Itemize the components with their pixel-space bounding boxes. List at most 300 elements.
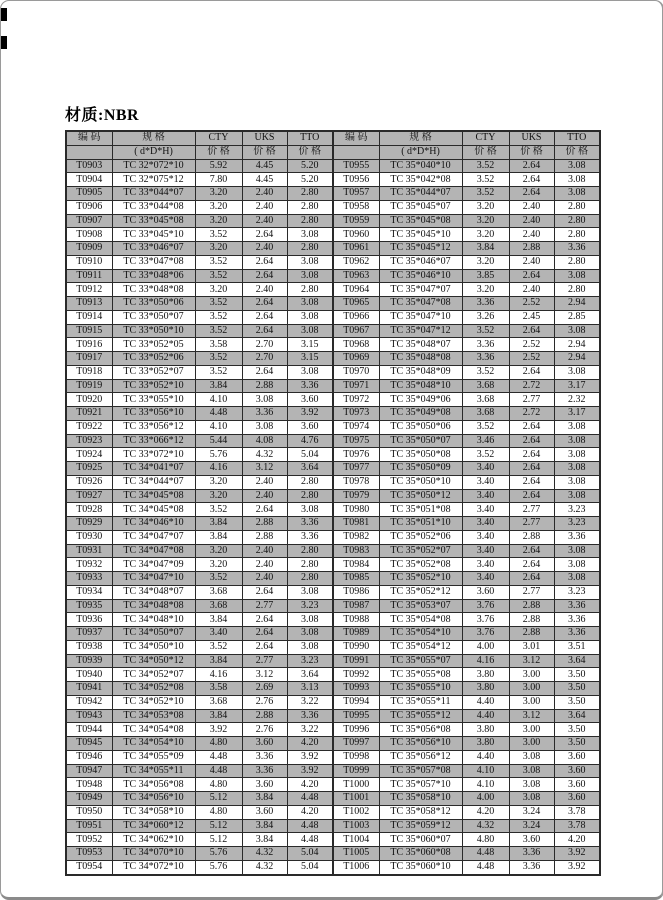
code-cell: T0935: [66, 599, 112, 613]
spec-cell: TC 35*047*12: [379, 324, 462, 338]
code-cell: T0904: [66, 173, 112, 187]
tto-price-cell: 2.80: [287, 214, 333, 228]
spec-cell: TC 33*044*07: [112, 187, 195, 201]
code-cell: T0989: [333, 627, 379, 641]
code-cell: T0916: [66, 338, 112, 352]
cty-price-cell: 4.80: [195, 737, 242, 751]
spec-cell: TC 35*056*08: [379, 723, 462, 737]
tto-price-cell: 3.78: [554, 819, 600, 833]
cty-price-cell: 3.20: [462, 228, 509, 242]
code-cell: T0961: [333, 242, 379, 256]
spec-cell: TC 34*058*10: [112, 805, 195, 819]
cty-price-cell: 3.52: [195, 324, 242, 338]
code-cell: T0951: [66, 819, 112, 833]
tto-price-cell: 3.13: [287, 682, 333, 696]
tto-price-cell: 3.92: [287, 750, 333, 764]
spec-cell: TC 33*056*10: [112, 407, 195, 421]
uks-price-cell: 3.08: [509, 792, 554, 806]
cty-price-cell: 4.00: [462, 792, 509, 806]
cty-price-cell: 3.46: [462, 434, 509, 448]
uks-price-cell: 2.64: [242, 228, 287, 242]
uks-price-cell: 3.08: [509, 778, 554, 792]
table-row: [66, 310, 600, 324]
table-row: [66, 365, 600, 379]
tto-price-cell: 3.51: [554, 640, 600, 654]
cty-price-cell: 3.84: [195, 613, 242, 627]
spec-cell: TC 35*050*12: [379, 489, 462, 503]
spec-cell: TC 34*056*10: [112, 792, 195, 806]
cty-price-cell: 3.84: [195, 654, 242, 668]
spec-cell: TC 34*048*08: [112, 599, 195, 613]
uks-price-cell: 2.88: [509, 627, 554, 641]
table-row: [66, 737, 600, 751]
spec-cell: TC 33*050*06: [112, 297, 195, 311]
spec-cell: TC 35*058*10: [379, 792, 462, 806]
table-row: [66, 585, 600, 599]
code-cell: T0918: [66, 365, 112, 379]
cty-price-cell: 3.20: [195, 283, 242, 297]
uks-price-cell: 2.64: [242, 365, 287, 379]
uks-price-cell: 2.76: [242, 695, 287, 709]
cty-price-cell: 5.92: [195, 159, 242, 173]
table-row: [66, 517, 600, 531]
tto-price-cell: 2.80: [287, 187, 333, 201]
header-row-1: [66, 131, 600, 145]
spec-cell: TC 33*045*10: [112, 228, 195, 242]
tto-price-cell: 3.08: [287, 365, 333, 379]
spec-cell: TC 35*048*09: [379, 365, 462, 379]
uks-price-cell: 2.64: [509, 187, 554, 201]
cty-price-cell: 4.80: [195, 805, 242, 819]
cty-price-cell: 3.40: [462, 475, 509, 489]
code-cell: T0960: [333, 228, 379, 242]
tto-price-cell: 3.23: [287, 654, 333, 668]
code-cell: T0903: [66, 159, 112, 173]
code-cell: T0995: [333, 709, 379, 723]
spec-cell: TC 33*044*08: [112, 200, 195, 214]
uks-price-cell: 4.08: [242, 434, 287, 448]
cty-price-cell: 4.40: [462, 709, 509, 723]
header-code-cell: 编 码: [333, 131, 379, 145]
code-cell: T0937: [66, 627, 112, 641]
uks-price-cell: 3.00: [509, 682, 554, 696]
tto-price-cell: 4.48: [287, 833, 333, 847]
code-cell: T0932: [66, 558, 112, 572]
code-cell: T0969: [333, 352, 379, 366]
material-title: 材质:NBR: [65, 107, 140, 124]
cty-price-cell: 4.48: [195, 407, 242, 421]
spec-cell: TC 35*052*10: [379, 572, 462, 586]
code-cell: T0980: [333, 503, 379, 517]
tto-price-cell: 3.08: [554, 475, 600, 489]
spec-cell: TC 35*045*07: [379, 200, 462, 214]
code-cell: T0998: [333, 750, 379, 764]
cty-price-cell: 3.52: [195, 255, 242, 269]
code-cell: T0987: [333, 599, 379, 613]
code-cell: T0912: [66, 283, 112, 297]
spec-cell: TC 35*059*12: [379, 819, 462, 833]
table-row: [66, 352, 600, 366]
uks-price-cell: 3.60: [509, 833, 554, 847]
tto-price-cell: 3.08: [554, 462, 600, 476]
table-header: [66, 131, 600, 159]
cty-price-cell: 7.80: [195, 173, 242, 187]
spec-cell: TC 35*056*10: [379, 737, 462, 751]
spec-cell: TC 35*055*08: [379, 668, 462, 682]
code-cell: T0955: [333, 159, 379, 173]
cty-price-cell: 3.52: [462, 159, 509, 173]
spec-cell: TC 33*050*07: [112, 310, 195, 324]
uks-price-cell: 2.40: [242, 200, 287, 214]
table-row: [66, 764, 600, 778]
code-cell: T0975: [333, 434, 379, 448]
header-uks-price-cell: UKS: [509, 131, 554, 145]
code-cell: T0974: [333, 420, 379, 434]
tto-price-cell: 3.36: [554, 242, 600, 256]
spec-cell: TC 34*046*10: [112, 517, 195, 531]
tto-price-cell: 3.50: [554, 723, 600, 737]
uks-price-cell: 4.32: [242, 847, 287, 861]
tto-price-cell: 3.36: [554, 599, 600, 613]
uks-price-cell: 2.64: [509, 159, 554, 173]
cty-price-cell: 3.20: [195, 475, 242, 489]
cty-price-cell: 3.84: [195, 517, 242, 531]
uks-price-cell: 3.60: [242, 805, 287, 819]
cty-price-cell: 3.20: [195, 187, 242, 201]
header-uks-price-cell: 价 格: [509, 145, 554, 159]
cty-price-cell: 3.26: [462, 310, 509, 324]
header-tto-price-cell: TTO: [287, 131, 333, 145]
table-row: [66, 778, 600, 792]
spec-cell: TC 34*050*12: [112, 654, 195, 668]
spec-cell: TC 35*060*07: [379, 833, 462, 847]
uks-price-cell: 2.72: [509, 379, 554, 393]
uks-price-cell: 3.00: [509, 695, 554, 709]
code-cell: T0977: [333, 462, 379, 476]
spec-cell: TC 35*052*06: [379, 530, 462, 544]
uks-price-cell: 2.64: [242, 640, 287, 654]
code-cell: T0952: [66, 833, 112, 847]
tto-price-cell: 5.20: [287, 173, 333, 187]
spec-cell: TC 35*050*07: [379, 434, 462, 448]
table-row: [66, 434, 600, 448]
cty-price-cell: 3.84: [195, 379, 242, 393]
tto-price-cell: 4.20: [287, 805, 333, 819]
table-row: [66, 819, 600, 833]
cty-price-cell: 3.20: [195, 214, 242, 228]
spec-cell: TC 35*042*08: [379, 173, 462, 187]
cty-price-cell: 3.76: [462, 627, 509, 641]
tto-price-cell: 2.94: [554, 352, 600, 366]
table-row: [66, 448, 600, 462]
tto-price-cell: 3.64: [554, 654, 600, 668]
cty-price-cell: 3.84: [195, 709, 242, 723]
cty-price-cell: 3.40: [462, 558, 509, 572]
code-cell: T0950: [66, 805, 112, 819]
tto-price-cell: 3.50: [554, 682, 600, 696]
tto-price-cell: 3.08: [287, 640, 333, 654]
table-row: [66, 379, 600, 393]
table-row: [66, 489, 600, 503]
uks-price-cell: 2.77: [242, 654, 287, 668]
tto-price-cell: 2.80: [287, 283, 333, 297]
code-cell: T0923: [66, 434, 112, 448]
spec-cell: TC 34*047*10: [112, 572, 195, 586]
uks-price-cell: 3.01: [509, 640, 554, 654]
code-cell: T0934: [66, 585, 112, 599]
cty-price-cell: 3.52: [195, 572, 242, 586]
tto-price-cell: 3.23: [554, 585, 600, 599]
cty-price-cell: 3.68: [462, 393, 509, 407]
uks-price-cell: 2.69: [242, 682, 287, 696]
header-spec-cell: ( d*D*H): [112, 145, 195, 159]
spec-cell: TC 34*047*09: [112, 558, 195, 572]
spec-cell: TC 34*047*07: [112, 530, 195, 544]
spec-cell: TC 33*052*10: [112, 379, 195, 393]
tto-price-cell: 3.64: [287, 668, 333, 682]
code-cell: T0996: [333, 723, 379, 737]
table-row: [66, 283, 600, 297]
tto-price-cell: 2.94: [554, 338, 600, 352]
cty-price-cell: 4.48: [195, 750, 242, 764]
spec-cell: TC 34*044*07: [112, 475, 195, 489]
spec-cell: TC 35*056*12: [379, 750, 462, 764]
tto-price-cell: 3.08: [287, 269, 333, 283]
code-cell: T0966: [333, 310, 379, 324]
uks-price-cell: 2.88: [509, 530, 554, 544]
spec-cell: TC 35*048*10: [379, 379, 462, 393]
tto-price-cell: 4.20: [287, 778, 333, 792]
code-cell: T1003: [333, 819, 379, 833]
tto-price-cell: 3.08: [287, 255, 333, 269]
tto-price-cell: 3.15: [287, 352, 333, 366]
tto-price-cell: 2.80: [287, 200, 333, 214]
code-cell: T0962: [333, 255, 379, 269]
code-cell: T0970: [333, 365, 379, 379]
code-cell: T0946: [66, 750, 112, 764]
cty-price-cell: 3.85: [462, 269, 509, 283]
code-cell: T0943: [66, 709, 112, 723]
spec-cell: TC 35*046*10: [379, 269, 462, 283]
code-cell: T1004: [333, 833, 379, 847]
code-cell: T0999: [333, 764, 379, 778]
uks-price-cell: 2.40: [242, 242, 287, 256]
uks-price-cell: 2.64: [509, 558, 554, 572]
uks-price-cell: 2.70: [242, 338, 287, 352]
code-cell: T0954: [66, 860, 112, 874]
spec-cell: TC 34*045*08: [112, 503, 195, 517]
code-cell: T0905: [66, 187, 112, 201]
spec-cell: TC 34*054*10: [112, 737, 195, 751]
table-row: [66, 269, 600, 283]
spec-cell: TC 35*054*12: [379, 640, 462, 654]
uks-price-cell: 3.24: [509, 819, 554, 833]
cty-price-cell: 3.36: [462, 297, 509, 311]
cty-price-cell: 4.80: [462, 833, 509, 847]
table-row: [66, 338, 600, 352]
cty-price-cell: 3.68: [462, 379, 509, 393]
uks-price-cell: 4.32: [242, 448, 287, 462]
tto-price-cell: 3.08: [554, 489, 600, 503]
table-row: [66, 805, 600, 819]
uks-price-cell: 4.45: [242, 159, 287, 173]
code-cell: T0991: [333, 654, 379, 668]
uks-price-cell: 4.45: [242, 173, 287, 187]
header-code-cell: [333, 145, 379, 159]
tto-price-cell: 3.23: [554, 503, 600, 517]
cty-price-cell: 4.20: [462, 805, 509, 819]
uks-price-cell: 2.40: [242, 544, 287, 558]
cty-price-cell: 3.20: [195, 558, 242, 572]
cty-price-cell: 3.58: [195, 338, 242, 352]
tto-price-cell: 3.08: [287, 627, 333, 641]
tto-price-cell: 3.08: [554, 365, 600, 379]
tto-price-cell: 3.60: [287, 393, 333, 407]
spec-cell: TC 33*072*10: [112, 448, 195, 462]
cty-price-cell: 4.48: [195, 764, 242, 778]
code-cell: T0906: [66, 200, 112, 214]
uks-price-cell: 3.00: [509, 723, 554, 737]
uks-price-cell: 3.12: [242, 668, 287, 682]
uks-price-cell: 2.40: [509, 283, 554, 297]
code-cell: T0981: [333, 517, 379, 531]
tto-price-cell: 3.17: [554, 407, 600, 421]
uks-price-cell: 2.64: [509, 173, 554, 187]
tto-price-cell: 4.20: [287, 737, 333, 751]
cty-price-cell: 3.36: [462, 338, 509, 352]
table-row: [66, 159, 600, 173]
code-cell: T0968: [333, 338, 379, 352]
table-row: [66, 462, 600, 476]
tto-price-cell: 3.08: [554, 173, 600, 187]
uks-price-cell: 2.77: [509, 585, 554, 599]
uks-price-cell: 2.64: [509, 365, 554, 379]
cty-price-cell: 3.52: [462, 420, 509, 434]
code-cell: T0978: [333, 475, 379, 489]
tto-price-cell: 3.08: [287, 585, 333, 599]
spec-cell: TC 33*046*07: [112, 242, 195, 256]
spec-cell: TC 33*045*08: [112, 214, 195, 228]
uks-price-cell: 3.36: [242, 407, 287, 421]
uks-price-cell: 2.64: [242, 627, 287, 641]
spec-cell: TC 33*048*06: [112, 269, 195, 283]
uks-price-cell: 3.60: [242, 737, 287, 751]
code-cell: T0928: [66, 503, 112, 517]
code-cell: T0927: [66, 489, 112, 503]
uks-price-cell: 2.64: [242, 255, 287, 269]
uks-price-cell: 3.36: [509, 847, 554, 861]
spec-cell: TC 35*050*06: [379, 420, 462, 434]
cty-price-cell: 3.40: [462, 517, 509, 531]
tto-price-cell: 3.60: [554, 750, 600, 764]
uks-price-cell: 2.52: [509, 338, 554, 352]
code-cell: T0979: [333, 489, 379, 503]
spec-cell: TC 35*050*10: [379, 475, 462, 489]
uks-price-cell: 3.84: [242, 792, 287, 806]
tto-price-cell: 2.80: [287, 475, 333, 489]
spec-cell: TC 35*051*08: [379, 503, 462, 517]
header-tto-price-cell: 价 格: [287, 145, 333, 159]
uks-price-cell: 4.32: [242, 860, 287, 874]
cty-price-cell: 3.20: [195, 200, 242, 214]
code-cell: T0911: [66, 269, 112, 283]
table-row: [66, 214, 600, 228]
code-cell: T0945: [66, 737, 112, 751]
tto-price-cell: 2.94: [554, 297, 600, 311]
table-row: [66, 407, 600, 421]
cty-price-cell: 3.40: [462, 572, 509, 586]
tto-price-cell: 3.08: [287, 503, 333, 517]
code-cell: T0924: [66, 448, 112, 462]
uks-price-cell: 2.64: [242, 297, 287, 311]
spec-cell: TC 32*075*12: [112, 173, 195, 187]
code-cell: T0925: [66, 462, 112, 476]
spec-cell: TC 33*052*05: [112, 338, 195, 352]
uks-price-cell: 2.64: [242, 585, 287, 599]
cty-price-cell: 4.00: [462, 640, 509, 654]
cty-price-cell: 3.40: [462, 544, 509, 558]
uks-price-cell: 2.77: [242, 599, 287, 613]
table-row: [66, 420, 600, 434]
cty-price-cell: 4.80: [195, 778, 242, 792]
code-cell: T0956: [333, 173, 379, 187]
cty-price-cell: 4.48: [462, 860, 509, 874]
code-cell: T0983: [333, 544, 379, 558]
spec-cell: TC 35*058*12: [379, 805, 462, 819]
code-cell: T0910: [66, 255, 112, 269]
scan-artifact-mark: [1, 8, 7, 21]
spec-cell: TC 35*052*12: [379, 585, 462, 599]
spec-cell: TC 35*052*08: [379, 558, 462, 572]
uks-price-cell: 2.88: [242, 379, 287, 393]
uks-price-cell: 2.40: [509, 228, 554, 242]
uks-price-cell: 2.52: [509, 352, 554, 366]
code-cell: T0988: [333, 613, 379, 627]
uks-price-cell: 3.36: [242, 764, 287, 778]
table-row: [66, 709, 600, 723]
uks-price-cell: 3.12: [509, 709, 554, 723]
cty-price-cell: 3.60: [462, 585, 509, 599]
uks-price-cell: 3.36: [242, 750, 287, 764]
tto-price-cell: 3.08: [554, 558, 600, 572]
tto-price-cell: 4.48: [287, 819, 333, 833]
spec-cell: TC 35*045*08: [379, 214, 462, 228]
table-row: [66, 242, 600, 256]
header-row-2: [66, 145, 600, 159]
cty-price-cell: 3.52: [195, 640, 242, 654]
cty-price-cell: 3.52: [462, 365, 509, 379]
uks-price-cell: 3.00: [509, 737, 554, 751]
tto-price-cell: 3.64: [287, 462, 333, 476]
code-cell: T0940: [66, 668, 112, 682]
code-cell: T0941: [66, 682, 112, 696]
cty-price-cell: 3.40: [462, 503, 509, 517]
tto-price-cell: 3.36: [554, 627, 600, 641]
cty-price-cell: 3.40: [462, 530, 509, 544]
table-row: [66, 654, 600, 668]
tto-price-cell: 3.78: [554, 805, 600, 819]
tto-price-cell: 2.80: [287, 489, 333, 503]
tto-price-cell: 2.80: [554, 228, 600, 242]
code-cell: T0944: [66, 723, 112, 737]
uks-price-cell: 2.40: [509, 200, 554, 214]
code-cell: T0907: [66, 214, 112, 228]
spec-cell: TC 35*057*10: [379, 778, 462, 792]
spec-cell: TC 34*041*07: [112, 462, 195, 476]
code-cell: T0921: [66, 407, 112, 421]
code-cell: T0947: [66, 764, 112, 778]
spec-cell: TC 35*048*07: [379, 338, 462, 352]
